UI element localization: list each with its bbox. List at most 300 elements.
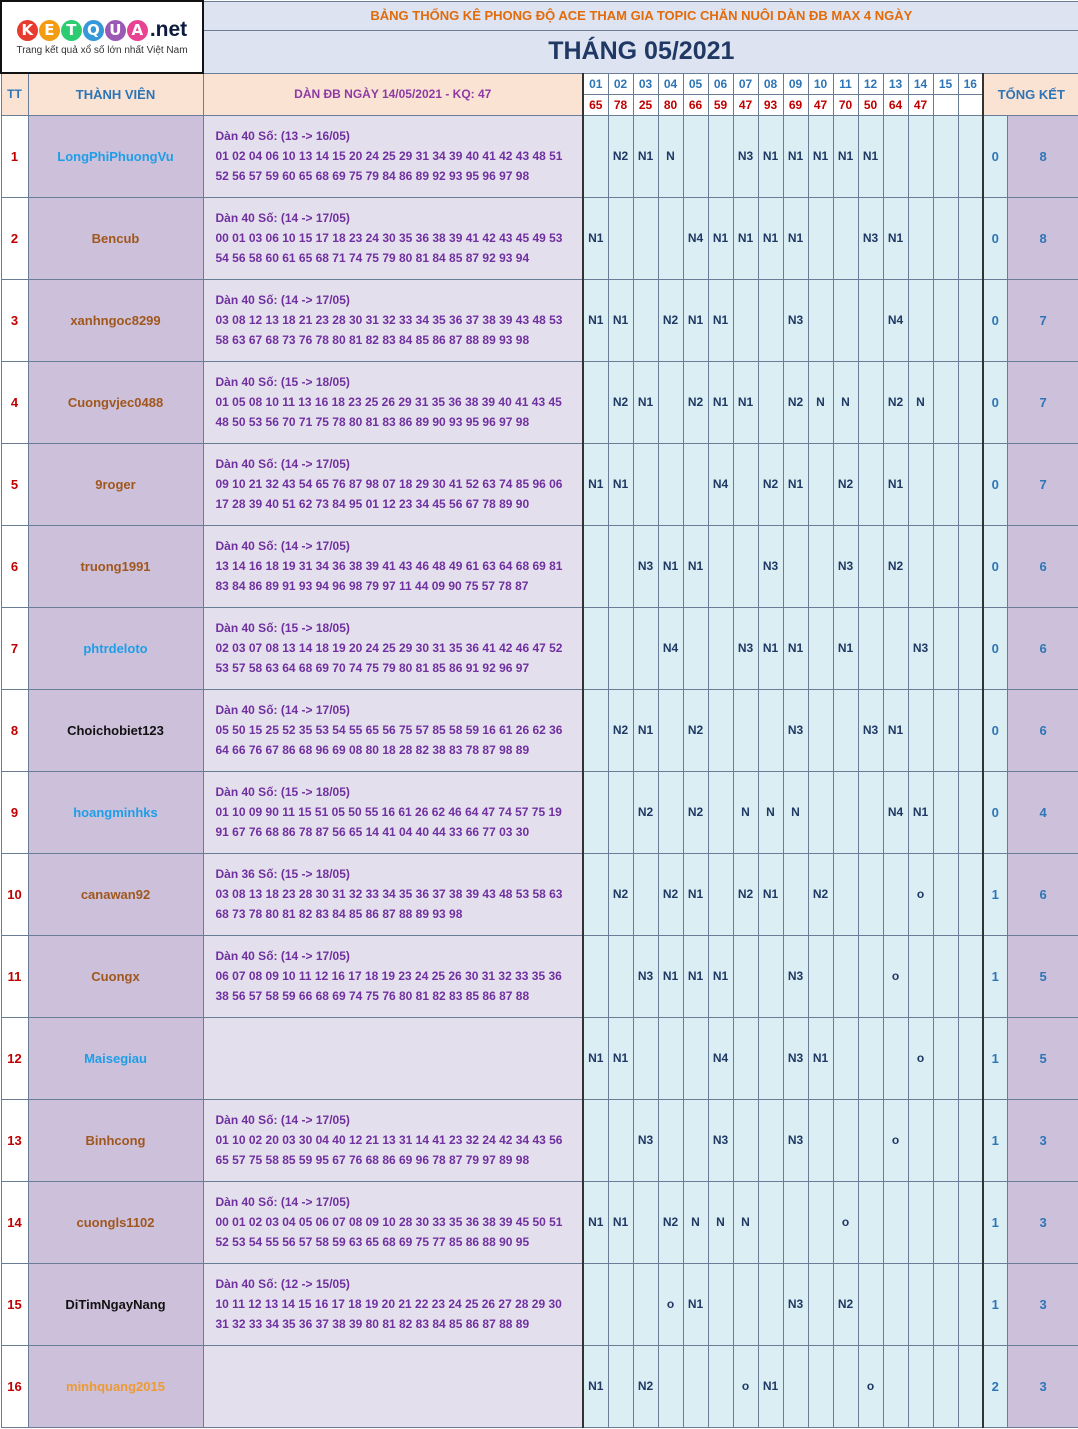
day-mark xyxy=(958,279,983,361)
day-mark xyxy=(658,1017,683,1099)
day-mark: N1 xyxy=(758,853,783,935)
logo[interactable] xyxy=(1,1,203,73)
dan-title: Dàn 40 Số: (14 -> 17/05) xyxy=(215,1113,350,1127)
day-mark: N1 xyxy=(583,1181,608,1263)
day-mark xyxy=(933,1017,958,1099)
day-header: 15 xyxy=(933,73,958,94)
day-mark xyxy=(958,607,983,689)
member-name[interactable]: Cuongvjec0488 xyxy=(28,361,203,443)
day-mark: N1 xyxy=(758,1345,783,1427)
day-mark xyxy=(858,525,883,607)
day-result xyxy=(933,94,958,115)
summary-hits: 0 xyxy=(983,443,1007,525)
day-mark xyxy=(733,1263,758,1345)
member-name[interactable]: phtrdeloto xyxy=(28,607,203,689)
day-mark: N2 xyxy=(658,279,683,361)
day-mark xyxy=(858,607,883,689)
day-header: 16 xyxy=(958,73,983,94)
day-mark: N2 xyxy=(658,853,683,935)
day-mark xyxy=(958,361,983,443)
dan-numbers: 06 07 08 09 10 11 12 16 17 18 19 23 24 25 26 30 31 32 33 35 36 xyxy=(215,969,562,983)
day-result: 59 xyxy=(708,94,733,115)
day-mark xyxy=(958,525,983,607)
dan-numbers: 38 56 57 58 59 66 68 69 74 75 76 80 81 82 83 85 86 87 88 xyxy=(215,989,530,1003)
day-mark: N xyxy=(658,115,683,197)
dan-title: Dàn 40 Số: (14 -> 17/05) xyxy=(215,211,350,225)
day-mark: N xyxy=(758,771,783,853)
day-mark: N2 xyxy=(608,115,633,197)
row-number: 1 xyxy=(1,115,28,197)
member-name[interactable]: cuongls1102 xyxy=(28,1181,203,1263)
dan-title: Dàn 40 Số: (15 -> 18/05) xyxy=(215,621,350,635)
day-mark xyxy=(933,279,958,361)
day-mark xyxy=(708,771,733,853)
day-result: 93 xyxy=(758,94,783,115)
dan-numbers: 13 14 16 18 19 31 34 36 38 39 41 43 46 48 49 61 63 64 68 69 81 xyxy=(215,559,563,573)
dan-title: Dàn 40 Số: (14 -> 17/05) xyxy=(215,457,350,471)
day-result: 78 xyxy=(608,94,633,115)
summary-total: 6 xyxy=(1007,689,1078,771)
dan-numbers: 54 56 58 60 61 65 68 71 74 75 79 80 81 84 85 87 92 93 94 xyxy=(215,251,530,265)
day-mark xyxy=(658,443,683,525)
day-result: 69 xyxy=(783,94,808,115)
day-mark: N1 xyxy=(583,279,608,361)
day-mark xyxy=(808,1263,833,1345)
day-mark xyxy=(933,1263,958,1345)
day-mark xyxy=(633,279,658,361)
day-header: 10 xyxy=(808,73,833,94)
day-mark xyxy=(958,443,983,525)
summary-total: 8 xyxy=(1007,115,1078,197)
day-mark xyxy=(583,1099,608,1181)
day-mark xyxy=(708,689,733,771)
dan-title: Dàn 40 Số: (14 -> 17/05) xyxy=(215,293,350,307)
member-name[interactable]: hoangminhks xyxy=(28,771,203,853)
day-header: 08 xyxy=(758,73,783,94)
dan-cell xyxy=(203,1345,583,1427)
day-mark: o xyxy=(883,1099,908,1181)
day-mark xyxy=(933,853,958,935)
table-row xyxy=(1,1099,1078,1181)
member-name[interactable]: Choichobiet123 xyxy=(28,689,203,771)
summary-hits: 1 xyxy=(983,1263,1007,1345)
day-mark xyxy=(808,771,833,853)
row-number: 10 xyxy=(1,853,28,935)
table-row xyxy=(1,853,1078,935)
table-row xyxy=(1,1263,1078,1345)
dan-title: Dàn 40 Số: (13 -> 16/05) xyxy=(215,129,350,143)
day-mark: N3 xyxy=(783,1099,808,1181)
day-mark: N2 xyxy=(758,443,783,525)
day-mark xyxy=(833,197,858,279)
day-result: 47 xyxy=(808,94,833,115)
dan-cell xyxy=(203,1181,583,1263)
day-mark: N1 xyxy=(833,607,858,689)
summary-total: 3 xyxy=(1007,1181,1078,1263)
day-mark xyxy=(933,1099,958,1181)
dan-numbers: 03 08 12 13 18 21 23 28 30 31 32 33 34 35 36 37 38 39 43 48 53 xyxy=(215,313,563,327)
day-mark xyxy=(958,1345,983,1427)
day-mark: N3 xyxy=(783,689,808,771)
day-mark xyxy=(683,1017,708,1099)
day-mark xyxy=(783,1181,808,1263)
day-mark xyxy=(933,607,958,689)
day-mark: N4 xyxy=(658,607,683,689)
day-mark: o xyxy=(908,1017,933,1099)
summary-hits: 0 xyxy=(983,115,1007,197)
day-mark xyxy=(833,1345,858,1427)
summary-hits: 0 xyxy=(983,361,1007,443)
day-mark: N2 xyxy=(833,443,858,525)
dan-title: Dàn 40 Số: (12 -> 15/05) xyxy=(215,1277,350,1291)
day-result: 66 xyxy=(683,94,708,115)
day-mark xyxy=(658,1345,683,1427)
day-mark: N1 xyxy=(708,361,733,443)
day-mark: N1 xyxy=(608,279,633,361)
dan-cell xyxy=(203,853,583,935)
day-mark: o xyxy=(833,1181,858,1263)
day-mark: N1 xyxy=(883,689,908,771)
summary-total: 3 xyxy=(1007,1099,1078,1181)
day-header: 11 xyxy=(833,73,858,94)
day-mark: N1 xyxy=(833,115,858,197)
day-mark xyxy=(933,197,958,279)
day-mark: N xyxy=(683,1181,708,1263)
day-mark: N1 xyxy=(758,607,783,689)
day-mark xyxy=(708,1263,733,1345)
day-mark: o xyxy=(858,1345,883,1427)
day-mark xyxy=(658,361,683,443)
day-mark: N xyxy=(733,771,758,853)
day-mark: N1 xyxy=(683,853,708,935)
day-mark xyxy=(933,115,958,197)
day-mark xyxy=(633,1181,658,1263)
summary-total: 3 xyxy=(1007,1263,1078,1345)
logo-letter: Q xyxy=(83,20,104,41)
day-mark xyxy=(758,935,783,1017)
day-mark xyxy=(583,607,608,689)
day-mark xyxy=(958,1263,983,1345)
day-mark xyxy=(633,443,658,525)
dan-cell xyxy=(203,279,583,361)
day-mark: N4 xyxy=(883,771,908,853)
member-name[interactable]: 9roger xyxy=(28,443,203,525)
row-number: 9 xyxy=(1,771,28,853)
row-number: 12 xyxy=(1,1017,28,1099)
day-mark xyxy=(608,197,633,279)
logo-letter: A xyxy=(127,20,148,41)
dan-cell xyxy=(203,525,583,607)
day-mark: N1 xyxy=(608,1017,633,1099)
day-mark xyxy=(908,197,933,279)
day-mark: N1 xyxy=(733,361,758,443)
day-mark xyxy=(758,689,783,771)
day-mark: N1 xyxy=(783,607,808,689)
dan-cell xyxy=(203,935,583,1017)
day-mark xyxy=(858,935,883,1017)
dan-numbers: 03 08 13 18 23 28 30 31 32 33 34 35 36 37 38 39 43 48 53 58 63 xyxy=(215,887,563,901)
row-number: 11 xyxy=(1,935,28,1017)
member-name[interactable]: minhquang2015 xyxy=(28,1345,203,1427)
day-header: 06 xyxy=(708,73,733,94)
day-mark: o xyxy=(733,1345,758,1427)
dan-numbers: 01 10 02 20 03 30 04 40 12 21 13 31 14 41 23 32 24 42 34 43 56 xyxy=(215,1133,563,1147)
day-mark: N1 xyxy=(608,1181,633,1263)
logo-suffix: .net xyxy=(149,18,188,41)
day-mark: N4 xyxy=(683,197,708,279)
day-mark xyxy=(583,1263,608,1345)
dan-cell xyxy=(203,197,583,279)
day-mark: N1 xyxy=(683,935,708,1017)
day-mark xyxy=(583,115,608,197)
day-mark xyxy=(933,361,958,443)
day-mark xyxy=(633,1263,658,1345)
day-mark: N xyxy=(808,361,833,443)
day-mark xyxy=(583,935,608,1017)
day-mark xyxy=(833,853,858,935)
day-mark: N2 xyxy=(633,771,658,853)
day-mark xyxy=(658,689,683,771)
day-mark: N1 xyxy=(783,443,808,525)
day-mark xyxy=(908,443,933,525)
day-mark: N2 xyxy=(608,361,633,443)
day-header: 12 xyxy=(858,73,883,94)
day-header: 02 xyxy=(608,73,633,94)
dan-numbers: 68 73 78 80 81 82 83 84 85 86 87 88 89 93 98 xyxy=(215,907,463,921)
member-name[interactable]: DiTimNgayNang xyxy=(28,1263,203,1345)
member-name[interactable]: Bencub xyxy=(28,197,203,279)
header-dan: DÀN ĐB NGÀY 14/05/2021 - KQ: 47 xyxy=(203,73,583,115)
day-mark: N2 xyxy=(883,361,908,443)
day-mark: N xyxy=(908,361,933,443)
day-mark: N2 xyxy=(883,525,908,607)
day-mark xyxy=(833,771,858,853)
day-header: 01 xyxy=(583,73,608,94)
day-mark: N4 xyxy=(883,279,908,361)
day-result: 50 xyxy=(858,94,883,115)
day-mark xyxy=(933,443,958,525)
day-mark: N1 xyxy=(658,935,683,1017)
member-name[interactable]: truong1991 xyxy=(28,525,203,607)
day-mark: N xyxy=(733,1181,758,1263)
logo-wordmark xyxy=(17,18,187,42)
dan-numbers: 09 10 21 32 43 54 65 76 87 98 07 18 29 30 41 52 63 74 85 96 06 xyxy=(215,477,563,491)
day-mark xyxy=(733,689,758,771)
table-row xyxy=(1,1345,1078,1427)
dan-numbers: 31 32 33 34 35 36 37 38 39 80 81 82 83 84 85 86 87 88 89 xyxy=(215,1317,530,1331)
day-mark xyxy=(808,279,833,361)
day-mark: N1 xyxy=(908,771,933,853)
day-mark: N1 xyxy=(658,525,683,607)
dan-cell xyxy=(203,1017,583,1099)
summary-total: 8 xyxy=(1007,197,1078,279)
day-mark xyxy=(958,197,983,279)
day-mark: N1 xyxy=(733,197,758,279)
day-mark xyxy=(708,607,733,689)
header-summary: TỔNG KẾT xyxy=(983,73,1078,115)
header-tt: TT xyxy=(1,73,28,115)
day-mark: N3 xyxy=(908,607,933,689)
day-mark: N1 xyxy=(633,361,658,443)
dan-title: Dàn 40 Số: (15 -> 18/05) xyxy=(215,375,350,389)
day-mark: N1 xyxy=(883,443,908,525)
day-mark xyxy=(608,1099,633,1181)
day-mark: N1 xyxy=(808,1017,833,1099)
day-mark xyxy=(858,771,883,853)
row-number: 14 xyxy=(1,1181,28,1263)
row-number: 3 xyxy=(1,279,28,361)
day-mark xyxy=(783,1345,808,1427)
day-mark: N2 xyxy=(658,1181,683,1263)
summary-total: 6 xyxy=(1007,607,1078,689)
day-mark: N3 xyxy=(733,607,758,689)
member-name[interactable]: Maisegiau xyxy=(28,1017,203,1099)
dan-numbers: 65 57 75 58 85 59 95 67 76 68 86 69 96 78 87 79 97 89 98 xyxy=(215,1153,530,1167)
day-mark: N1 xyxy=(633,115,658,197)
day-mark xyxy=(633,853,658,935)
day-mark xyxy=(958,115,983,197)
day-result: 70 xyxy=(833,94,858,115)
summary-hits: 1 xyxy=(983,853,1007,935)
summary-hits: 0 xyxy=(983,525,1007,607)
day-mark: N3 xyxy=(858,689,883,771)
day-result: 80 xyxy=(658,94,683,115)
summary-hits: 0 xyxy=(983,771,1007,853)
day-mark: N2 xyxy=(833,1263,858,1345)
day-mark xyxy=(858,1181,883,1263)
summary-hits: 0 xyxy=(983,279,1007,361)
day-mark xyxy=(608,525,633,607)
day-mark xyxy=(883,1345,908,1427)
table-row xyxy=(1,115,1078,197)
table-row xyxy=(1,607,1078,689)
day-header: 07 xyxy=(733,73,758,94)
day-mark xyxy=(758,279,783,361)
dan-numbers: 48 50 53 56 70 71 75 78 80 81 83 86 89 90 93 95 96 97 98 xyxy=(215,415,530,429)
day-mark xyxy=(708,115,733,197)
day-mark xyxy=(808,1345,833,1427)
day-result: 25 xyxy=(633,94,658,115)
day-mark: N1 xyxy=(683,279,708,361)
day-mark xyxy=(808,1181,833,1263)
row-number: 15 xyxy=(1,1263,28,1345)
day-mark xyxy=(933,1181,958,1263)
day-mark: N2 xyxy=(683,361,708,443)
dan-numbers: 53 57 58 63 64 68 69 70 74 75 79 80 81 85 86 91 92 96 97 xyxy=(215,661,530,675)
dan-cell xyxy=(203,607,583,689)
day-mark: N xyxy=(833,361,858,443)
day-mark xyxy=(708,1345,733,1427)
day-mark: N1 xyxy=(708,279,733,361)
member-name[interactable]: xanhngoc8299 xyxy=(28,279,203,361)
day-mark xyxy=(883,607,908,689)
day-mark xyxy=(808,1099,833,1181)
day-mark xyxy=(958,1181,983,1263)
day-mark xyxy=(758,1099,783,1181)
day-mark: o xyxy=(908,853,933,935)
day-mark: o xyxy=(658,1263,683,1345)
dan-numbers: 58 63 67 68 73 76 78 80 81 82 83 84 85 86 87 88 89 93 98 xyxy=(215,333,530,347)
day-mark xyxy=(908,1181,933,1263)
header-member: THÀNH VIÊN xyxy=(28,73,203,115)
day-mark xyxy=(908,935,933,1017)
day-mark xyxy=(908,1099,933,1181)
day-mark xyxy=(858,1017,883,1099)
day-mark: N2 xyxy=(608,689,633,771)
day-mark xyxy=(658,1099,683,1181)
day-mark xyxy=(758,1181,783,1263)
day-mark xyxy=(808,197,833,279)
day-mark: N4 xyxy=(708,443,733,525)
day-mark xyxy=(908,115,933,197)
day-mark: N1 xyxy=(808,115,833,197)
summary-total: 7 xyxy=(1007,443,1078,525)
day-mark xyxy=(683,1099,708,1181)
member-name[interactable]: canawan92 xyxy=(28,853,203,935)
row-number: 7 xyxy=(1,607,28,689)
dan-numbers: 00 01 03 06 10 15 17 18 23 24 30 35 36 38 39 41 42 43 45 49 53 xyxy=(215,231,563,245)
logo-letter: T xyxy=(61,20,82,41)
day-mark xyxy=(633,607,658,689)
day-header: 09 xyxy=(783,73,808,94)
day-mark xyxy=(583,525,608,607)
day-mark xyxy=(658,197,683,279)
summary-total: 7 xyxy=(1007,279,1078,361)
row-number: 5 xyxy=(1,443,28,525)
day-mark: N1 xyxy=(858,115,883,197)
day-mark xyxy=(733,279,758,361)
member-name[interactable]: LongPhiPhuongVu xyxy=(28,115,203,197)
day-mark xyxy=(808,525,833,607)
logo-letter: K xyxy=(17,20,38,41)
table-row xyxy=(1,197,1078,279)
member-name[interactable]: Binhcong xyxy=(28,1099,203,1181)
day-mark xyxy=(633,197,658,279)
day-mark xyxy=(908,1263,933,1345)
dan-title: Dàn 40 Số: (15 -> 18/05) xyxy=(215,785,350,799)
day-mark xyxy=(733,443,758,525)
day-mark xyxy=(858,279,883,361)
day-mark xyxy=(583,361,608,443)
day-mark: N1 xyxy=(708,935,733,1017)
dan-numbers: 10 11 12 13 14 15 16 17 18 19 20 21 22 23 24 25 26 27 28 29 30 xyxy=(215,1297,562,1311)
day-header: 05 xyxy=(683,73,708,94)
member-name[interactable]: Cuongx xyxy=(28,935,203,1017)
day-mark xyxy=(958,935,983,1017)
summary-total: 6 xyxy=(1007,853,1078,935)
day-mark xyxy=(783,853,808,935)
day-mark xyxy=(733,525,758,607)
day-mark xyxy=(883,853,908,935)
day-mark: N2 xyxy=(683,771,708,853)
day-mark xyxy=(608,1263,633,1345)
day-mark xyxy=(808,607,833,689)
dan-numbers: 83 84 86 89 91 93 94 96 98 79 97 11 44 09 90 75 57 78 87 xyxy=(215,579,529,593)
day-mark xyxy=(808,443,833,525)
day-mark: N3 xyxy=(633,525,658,607)
day-mark: N1 xyxy=(583,1345,608,1427)
day-mark xyxy=(933,525,958,607)
day-mark xyxy=(883,1263,908,1345)
table-row xyxy=(1,689,1078,771)
month-title: THÁNG 05/2021 xyxy=(203,30,1078,73)
day-header: 14 xyxy=(908,73,933,94)
day-mark: N1 xyxy=(583,197,608,279)
day-mark: N1 xyxy=(783,115,808,197)
day-result: 47 xyxy=(733,94,758,115)
day-mark: N3 xyxy=(708,1099,733,1181)
day-header: 03 xyxy=(633,73,658,94)
